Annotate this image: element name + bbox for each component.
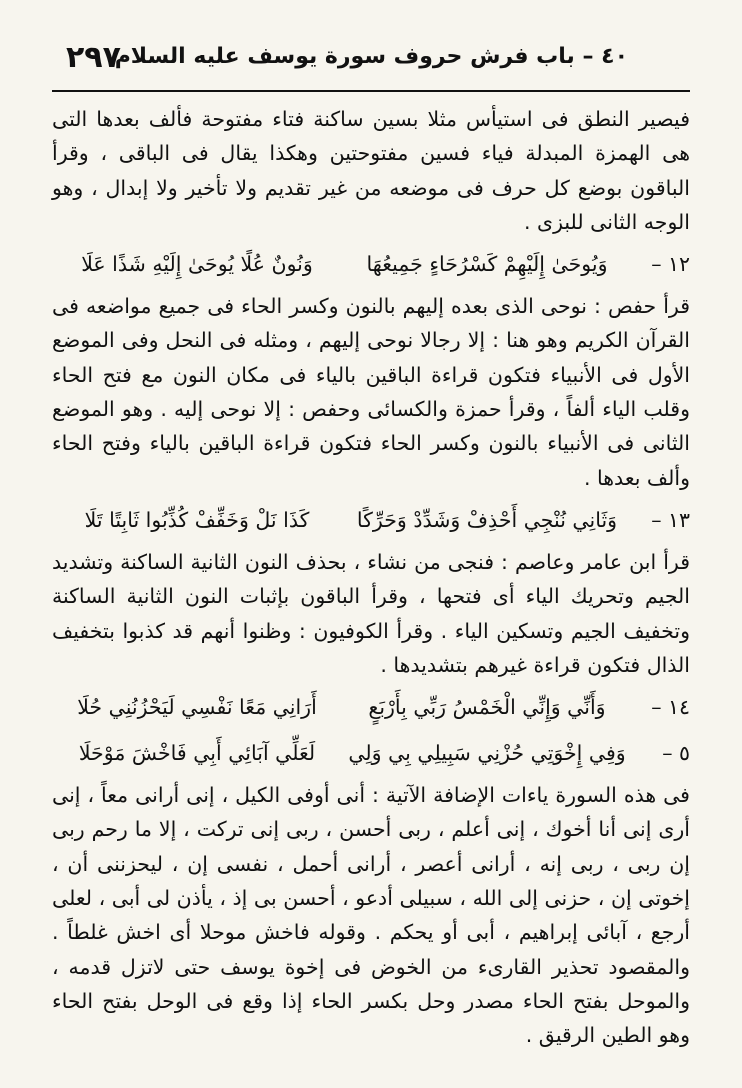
verse-line (52, 686, 690, 728)
commentary-paragraph: قرأ حفص : نوحى الذى بعده إليهم بالنون وكسر الحاء فى جميع مواضعه فى القرآن الكريم وهو هنا : إلا رجالا نوحى إليهم ، ومثله فى النحل وفى الموضع الأول فى الأنبياء فتكون قراءة الباقين بالياء فى مكان النون مع فتح الحاء وقلب الياء ألفاً ، وقرأ حمزة والكسائى وحفص : إلا نوحى إليه . وهو الموضع الثانى فى الأنبياء بالنون وكسر الحاء فتكون قراءة الباقين بالياء وفتح الحاء وألف بعدها . (52, 294, 690, 490)
verse-number: ١٢ – (651, 252, 690, 277)
verse-second-hemistich: أَرَانِي مَعًا نَفْسِي لَيَحْزُنُنِي حُلَا (77, 695, 317, 720)
verse-line (52, 499, 690, 541)
page-header (52, 40, 690, 84)
verse-line (52, 732, 690, 774)
commentary-paragraph: قرأ ابن عامر وعاصم : فنجى من نشاء ، بحذف النون الثانية الساكنة وتشديد الجيم وتحريك الياء أى فتحها ، وقرأ الباقون بإثبات النون الثانية الساكنة وتخفيف الجيم وتسكين الياء . وقرأ الكوفيون : وظنوا أنهم قد كذبوا بتخفيف الذال فتكون قراءة غيرهم بتشديدها . (52, 549, 690, 677)
verse-first-hemistich: وَفِي إِخْوَتِي حُزْنِي سَبِيلِي بِي وَلِي (348, 741, 626, 766)
verse-first-hemistich: وَأَنِّي وَإِنِّي الْخَمْسُ رَبِّي بِأَرْبَعٍ (368, 695, 606, 720)
verse-first-hemistich: وَثَانِي نُنْجِي أَحْذِفْ وَشَدِّدْ وَحَرِّكًا (356, 507, 618, 532)
verse-number: ٥ – (662, 741, 690, 766)
commentary-paragraph: فى هذه السورة ياءات الإضافة الآتية : أنى أوفى الكيل ، إنى أرانى معاً ، إنى أرى إنى أنا أخوك ، إنى أعلم ، ربى أحسن ، ربى إنى تركت ، إلا ما رحم ربى إن ربى ، ربى إنه ، أرانى أعصر ، أرانى أحمل ، نفسى إن ، ليحزننى أن ، إخوتى إن ، حزنى إلى الله ، سبيلى أدعو ، أحسن بى إذ ، يأذن لى أبى ، لعلى أرجع ، آبائى إبراهيم ، أبى أو يحكم . وقوله فاخش موحلا أى اخش غلطاً . والمقصود تحذير القارىء من الخوض فى إخوة يوسف حتى لاتزل قدمه ، والموحل بفتح الحاء مصدر وحل بكسر الحاء إذا وقع فى الوحل بفتح الحاء وهو الطين الرقيق . (52, 783, 690, 1048)
verse-second-hemistich: وَنُونٌ عُلًا يُوحَىٰ إِلَيْهِ شَذًا عَلَا (81, 252, 313, 277)
verse-second-hemistich: كَذَا نَلْ وَخَفِّفْ كُذِّبُوا ثَابِتًا تَلَا (84, 507, 310, 532)
verse-line (52, 243, 690, 285)
verse-number: ١٣ – (651, 507, 690, 532)
chapter-heading: ٤٠ – باب فرش حروف سورة يوسف عليه السلام (114, 44, 628, 69)
header-rule (52, 90, 690, 92)
commentary-paragraph: فيصير النطق فى استيأس مثلا بسين ساكنة فتاء مفتوحة فألف بعدها التى هى الهمزة المبدلة فياء فسين مفتوحتين وهكذا يقال فى الباقى ، وقرأ الباقون بوضع كل حرف فى موضعه من غير تقديم ولا تأخير ولا إبدال ، وهو الوجه الثانى للبزى . (52, 107, 690, 234)
verse-number: ١٤ – (651, 695, 690, 720)
page-content (52, 102, 690, 1053)
verse-second-hemistich: لَعَلِّي آبَائِي أَبِي فَاخْشَ مَوْحَلَا (78, 741, 316, 766)
verse-first-hemistich: وَيُوحَىٰ إِلَيْهِمْ كَسْرُحَاءٍ جَمِيعُهَا (366, 252, 608, 277)
page-number: ٢٩٧ (66, 40, 121, 75)
